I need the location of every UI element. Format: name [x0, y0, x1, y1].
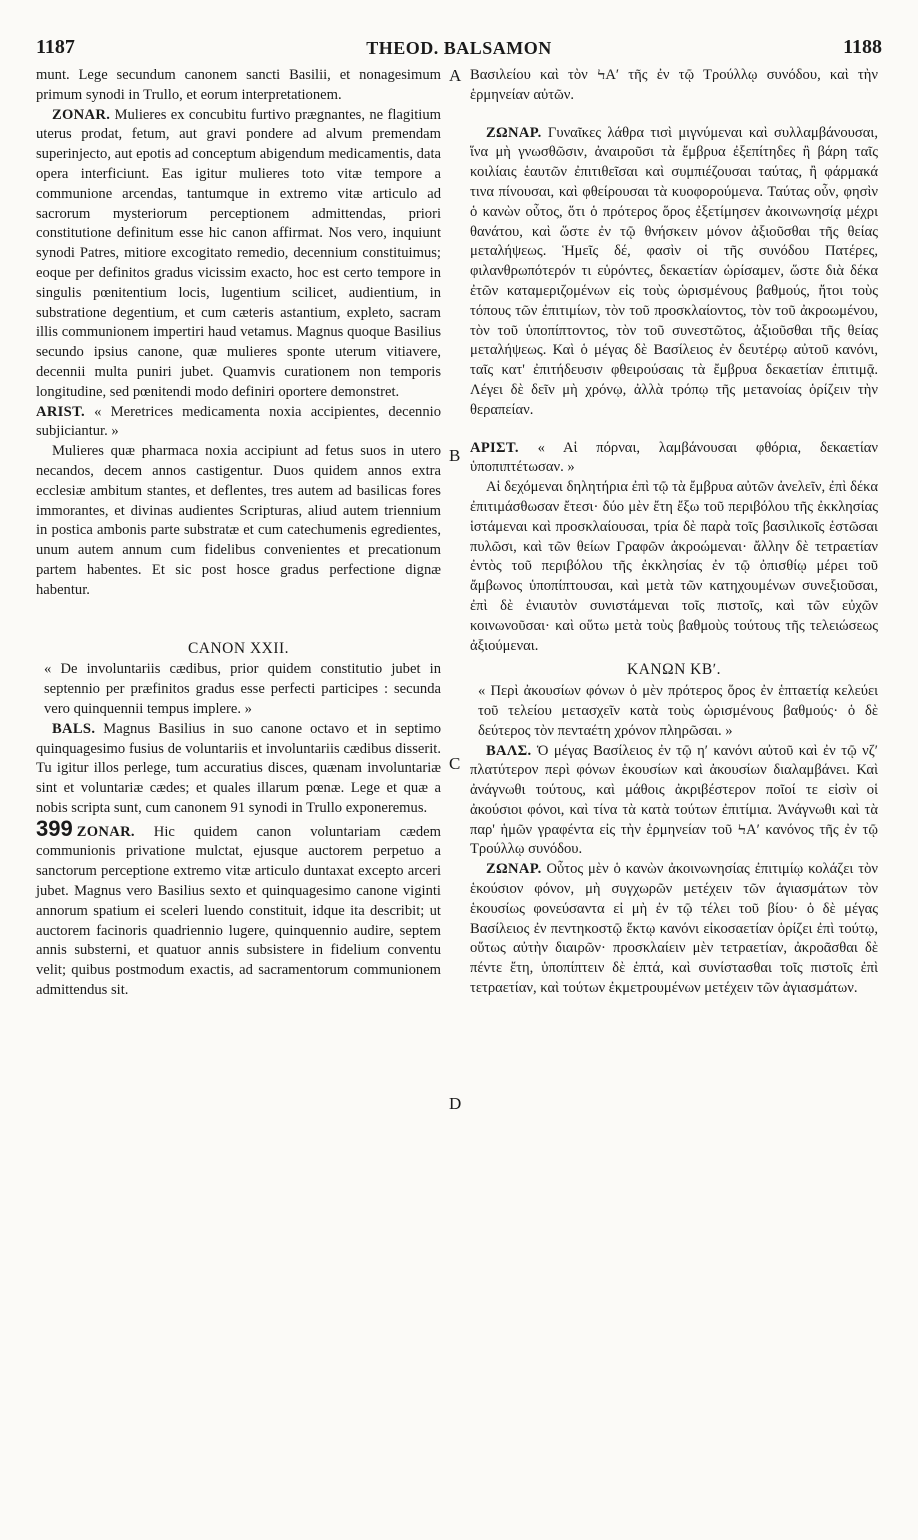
latin-zonaras-text: Mulieres ex concubitu furtivo prægnantes, ne flagitium uterus prodat, fetum, aut gravi pondere ad alvum premendam superinjecto, aut epotis ad conceptum abigendum medicamentis, data opera interficiunt. Eas igitur mulieres toto vitæ tempore a communione arcendas, tantumque in extremo vitæ articulo ad sacrorum mysteriorum perceptionem admittendas, priori constitutione definitum esse hic canon affirmat. Nos vero, inquiunt synodi Patres, mitiore excogitato remedio, decennium constituimus; eoque per definitos gradus vicissim exacto, hoc est certo tempore in singulis pœnitentium locis, lugentium scilicet, audientium, in substratione degentium, et cum cæteris astantium, expleto, sacram illis communionem impertiri haud vetamus. Magnus quoque Basilius secundo ipsius canone, quæ mulieres sponte uterum vitiavere, decennii multa puniri jubet. Quamvis curationem non temporis longitudine, sed pœnitendi modo definiri oportere demonstret.: [36, 106, 442, 400]
latin-zonaras-abbr: ZONAR.: [52, 106, 111, 123]
latin-canon-heading: CANON XXII.: [187, 639, 290, 657]
latin-zonaras-commentary-2: [36, 815, 441, 1001]
greek-zonaras-abbr: ΖΩΝΑΡ.: [486, 124, 542, 141]
greek-balsamon-commentary: [470, 742, 878, 861]
greek-canon-heading: ΚΑΝΩΝ ΚΒʹ.: [627, 661, 721, 679]
greek-zonaras-commentary: [470, 124, 878, 421]
greek-paragraph-1: Βασιλείου καὶ τὸν ϞΑʹ τῆς ἐν τῷ Τρούλλῳ συνόδου, καὶ τὴν ἑρμηνείαν αὐτῶν.: [470, 67, 878, 103]
running-header: [36, 36, 882, 64]
margin-letter-a: A: [449, 66, 462, 85]
margin-letter-c: C: [449, 754, 461, 773]
greek-zonaras-abbr-2: ΖΩΝΑΡ.: [486, 861, 542, 878]
latin-aristenus-summary: [36, 403, 441, 443]
column-number: 399: [36, 815, 73, 841]
greek-zonaras-text: Γυναῖκες λάθρα τισὶ μιγνύμεναι καὶ συλλαμβάνουσαι, ἵνα μὴ γνωσθῶσιν, ἀναιροῦσι τὰ ἔμβρυα ἐξεπίτηδες ἢ βάρη ταῖς κοιλίαις ἑαυτῶν ἐπιτιθεῖσαι καὶ συμπιέζουσαι ταύτας, ἢ φάρμακά τινα πίνουσαι, καὶ φθείρουσαι τὰ κυοφορούμενα. Ταύτας οὖν, φησὶν ὁ κανὼν οὗτος, ὅτι ὁ πρότερος ὅρος ἐξετίμησεν ἀκοινωνησίᾳ μέχρι θανάτου, καὶ ὥστε ἐν τῷ θνήσκειν μόνον ἀξιοῦσθαι τῆς θείας μεταλήψεως. Ἡμεῖς δέ, φασὶν οἱ τῆς συνόδου Πατέρες, φιλανθρωπότερόν τι εὑρόντες, δεκαετίαν ὡρίσαμεν, ὥστε διὰ δέκα ἐτῶν καταμεριζομένων εἰς τοὺς ὡρισμένους βαθμούς, ἤτοι τοὺς τόπους τῶν ἐπιτιμίων, τὸν τοῦ προσκλαίοντος, τὸν τοῦ ἀκροωμένου, τὸν τοῦ ὑποπίπτοντος, τὸν τοῦ συνεστῶτος, ἀξιοῦσθαι τῆς θείας μεταλήψεως. Καὶ ὁ μέγας δὲ Βασίλειος ἐν δευτέρῳ αὐτοῦ κανόνι, ταῖς κατ' ἐπιτήδευσιν φθειρούσαις τὰ ἔμβρυα δεκαετίαν ἐπιτιμᾷ. Λέγει δὲ δεῖν μὴ χρόνῳ, ἀλλὰ τρόπῳ τῆς μετανοίας ὁρίζειν τὴν θεραπείαν.: [470, 124, 878, 418]
margin-letter-b: B: [449, 446, 461, 465]
greek-canon-text: « Περὶ ἀκουσίων φόνων ὁ μὲν πρότερος ὅρος ἐν ἑπταετίᾳ κελεύει τοῦ τελείου μετασχεῖν κατὰ τοὺς ὡρισμένους βαθμούς· ὁ δὲ δεύτερος τὸν πενταέτη χρόνον πληρῶσαι. »: [478, 683, 878, 739]
page-number-left: 1187: [36, 36, 75, 58]
latin-column: [36, 66, 441, 1001]
greek-balsamon-text: Ὁ μέγας Βασίλειος ἐν τῷ ηʹ κανόνι αὐτοῦ καὶ ἐν τῷ νζʹ πλατύτερον περὶ φόνων ἑκουσίων καὶ ἀκουσίων διαλαμβάνει. Καὶ ἀνάγνωθι τούτους, καὶ μάθοις ἀκριβέστερον ποῖοί τε εἰσὶν οἱ ἀκούσιοι φόνοι, καὶ τίνα τὰ κατὰ τούτων ἐπιτίμια. Ἀνάγνωθι καὶ τὰ παρ' ἡμῶν γραφέντα εἰς τὴν ἑρμηνείαν τοῦ ϞΑʹ κανόνος τῆς ἐν τῷ Τρούλλῳ συνόδου.: [470, 742, 878, 858]
latin-zonaras-text-2: Hic quidem canon voluntariam cædem communionis privatione mulctat, ejusque auctorem perpetuo a sanctorum perceptione extremo vitæ articulo duntaxat excepto arceri jubet. Magnus vero Basilius sexto et quinquagesimo canone viginti annorum spatium ei sceleri luendo constituit, idque ita describit; ut auctorem facinoris quadriennio lugere, quinquennio audire, septem annis substerni, et quatuor annis subsistere in fidelium conventu velit; quibus postmodum exactis, ad sacramentorum communionem admittendus sit.: [36, 823, 441, 999]
latin-canon-text: « De involuntariis cædibus, prior quidem constitutio jubet in septennio per præfinitos gradus esse perfecti participes : secunda vero quinquennii tempus implere. »: [44, 661, 441, 717]
greek-balsamon-abbr: ΒΑΛΣ.: [486, 742, 532, 759]
greek-zonaras-commentary-2: [470, 860, 878, 999]
latin-aristenus-explanation: Mulieres quæ pharmaca noxia accipiunt ad fetus suos in utero necandos, decem annos castigentur. Duos quidem annos extra ecclesiæ ambitum stantes, et deflentes, tres autem ad basilicas fores immorantes, et divinas audientes Scripturas, aliud autem triennium in postica ambonis parte substratæ et cum catechumenis egredientes, unum autem annum cum fidelibus convenientes et precationum partem habentes. Et sic post hosce gradus perfectione dignæ habentur.: [36, 443, 441, 598]
latin-aristenus-text: « Meretrices medicamenta noxia accipientes, decennio subjiciantur. »: [36, 403, 442, 440]
greek-column: [470, 66, 878, 999]
latin-paragraph-1: munt. Lege secundum canonem sancti Basilii, et nonagesimum primum synodi in Trullo, et eorum interpretationem.: [36, 67, 441, 103]
latin-zonaras-abbr-2: ZONAR.: [76, 823, 135, 840]
page-number-right: 1188: [843, 36, 882, 58]
margin-letter-d: D: [449, 1094, 462, 1113]
latin-aristenus-abbr: ARIST.: [36, 403, 85, 420]
greek-aristenus-abbr: ΑΡΙΣΤ.: [470, 439, 519, 456]
greek-aristenus-summary: [470, 439, 878, 479]
latin-balsamon-abbr: BALS.: [52, 720, 96, 737]
greek-zonaras-text-2: Οὗτος μὲν ὁ κανὼν ἀκοινωνησίας ἐπιτιμίῳ κολάζει τὸν ἑκούσιον φόνον, μὴ συγχωρῶν μετέχειν τῶν ἁγιασμάτων τὸν ἑκουσίως φονεύσαντα εἰ μὴ ἐν τῷ τέλει τοῦ βίου· ὁ δὲ μέγας Βασίλειος ἐν πεντηκοστῷ ἕκτῳ κανόνι εἰκοσαετίαν ὁρίζει ἐπὶ τούτῳ, οὕτως αὐτὴν διαιρῶν· προσκλαίειν μὲν τετραετίαν, ἀκροᾶσθαι δὲ πέντε ἔτη, ὑποπίπτειν δὲ ἑπτά, καὶ συνίστασθαι τοῖς πιστοῖς ἐπὶ τετραετίαν, καὶ τούτων ἐκμετρουμένων μετέχειν τῶν ἁγιασμάτων.: [470, 861, 878, 997]
latin-balsamon-text: Magnus Basilius in suo canone octavo et in septimo quinquagesimo fusius de voluntariis et involuntariis cædibus disserit. Tu igitur illos perlege, tum accuratius disces, quænam involuntariæ sint et voluntariæ cædes; et quales illarum pœnæ. Lege et quæ a nobis scripta sunt, cum canonem 91 synodi in Trullo exponeremus.: [36, 720, 441, 816]
running-title: THEOD. BALSAMON: [366, 38, 552, 58]
greek-aristenus-text: « Αἱ πόρναι, λαμβάνουσαι φθόρια, δεκαετίαν ὑποπιπτέτωσαν. »: [470, 439, 878, 476]
latin-zonaras-commentary: [36, 106, 441, 403]
latin-balsamon-commentary: [36, 720, 441, 819]
greek-aristenus-explanation: Αἱ δεχόμεναι δηλητήρια ἐπὶ τῷ τὰ ἔμβρυα αὐτῶν ἀνελεῖν, ἐπὶ δέκα ἐπιτιμάσθωσαν ἔτεσι· δύο μὲν ἔτη ἔξω τοῦ περιβόλου τῆς ἐκκλησίας ἱστάμεναι καὶ προσκλαίουσαι, τρία δὲ παρὰ τοῖς βασιλικοῖς ἑστῶσαι πυλῶσι, καὶ τῶν θείων Γραφῶν ἀκροώμεναι· ἄλλην δὲ τετραετίαν ἐντὸς τοῦ περιβόλου τῆς ἐκκλησίας ἐν τῷ ὀπισθίῳ μέρει τοῦ ἄμβωνος ὑποπίπτουσαι, καὶ μετὰ τῶν κατηχουμένων συνεξιοῦσαι, ἐπὶ δὲ ἐνιαυτὸν συνιστάμεναι τοῖς πιστοῖς, καὶ τῶν εὐχῶν κοινωνοῦσαι· καὶ οὕτω μετὰ τοὺς βαθμοὺς τούτους τῆς τελειώσεως ἀξιούμεναι.: [470, 479, 878, 654]
